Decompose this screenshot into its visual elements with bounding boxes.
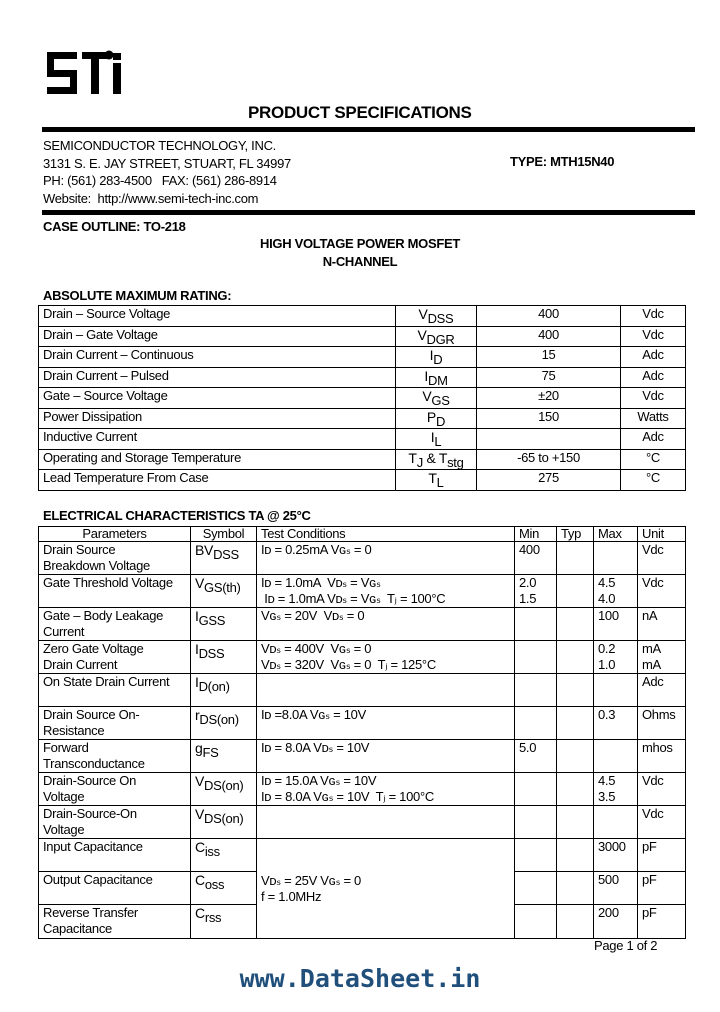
line: Iᴅ = 8.0A Vɢₛ = 10V Tⱼ = 100°C [261,789,434,804]
line: Ohms [642,707,676,722]
line: nA [642,608,658,623]
line: Voltage [43,789,85,804]
line: f = 1.0MHᴢ [261,888,322,904]
symbol-cell [191,872,257,905]
conditions-cell [257,542,515,575]
symbol-cell [396,326,477,347]
value-cell: -65 to +150 [477,449,621,470]
column-header: Min [515,527,557,542]
table-row [39,388,686,409]
table-row [39,449,686,470]
symbol-subscript: J [416,454,423,470]
typ-cell [557,839,594,872]
symbol: V [195,806,205,822]
table-row [39,326,686,347]
symbol: V [195,575,205,591]
typ-cell [557,905,594,939]
max-cell [594,839,638,872]
symbol-cell [396,408,477,429]
conditions-cell [257,641,515,674]
max-cell [594,773,638,806]
symbol-cell [396,388,477,409]
sti-logo [47,47,127,99]
symbol: C [195,872,205,888]
symbol: P [426,408,436,425]
param-cell [39,872,191,905]
param-cell: Drain – Gate Voltage [39,326,396,347]
symbol: T [428,470,437,486]
param-cell [39,608,191,641]
line: Gate Threshold Voltage [43,575,173,590]
line: Iᴅ = 8.0A Vᴅₛ = 10V [261,740,370,755]
line: Reverse Transfer [43,905,138,920]
line: Vdc [642,773,664,788]
line: Voltage [43,822,85,837]
line: 2.0 [519,575,537,590]
unit-cell [638,707,686,740]
line: Current [43,624,85,639]
min-cell [515,839,557,872]
symbol-subscript: oss [204,877,225,892]
min-cell [515,905,557,939]
line: Vᴅₛ = 400V Vɢₛ = 0 [261,641,372,656]
company-phone: PH: (561) 283-4500 FAX: (561) 286-8914 [43,173,277,188]
divider [42,210,695,215]
conditions-cell [257,608,515,641]
company-info [43,137,291,207]
param-cell [39,707,191,740]
min-cell [515,674,557,707]
param-cell [39,806,191,839]
symbol: I [430,429,435,445]
symbol: BV [195,542,214,558]
header-row [39,527,686,542]
line: 5.0 [519,740,537,755]
symbol-subscript: DSS [198,646,225,661]
symbol: I [195,608,199,624]
page-number: Page 1 of 2 [594,938,658,953]
symbol-cell [191,740,257,773]
unit-cell [638,542,686,575]
line: 1.5 [519,591,537,606]
line: 4.5 [598,575,616,590]
symbol-subscript: DGR [426,331,455,347]
column-header: Symbol [191,527,257,542]
param-cell [39,839,191,872]
line: Gate – Body Leakage [43,608,164,623]
line: Adc [642,674,664,689]
conditions-cell [257,839,515,939]
symbol-cell [191,641,257,674]
param-cell [39,542,191,575]
table-row [39,773,686,806]
min-cell [515,575,557,608]
table-row [39,470,686,491]
unit-cell [638,740,686,773]
min-cell [515,707,557,740]
unit-cell: Vdc [621,306,686,327]
symbol-subscript: DM [427,372,448,388]
line: 0.2 [598,641,616,656]
symbol: g [195,740,203,756]
param-cell: Lead Temperature From Case [39,470,396,491]
min-cell [515,608,557,641]
watermark-link[interactable]: www.DataSheet.in [239,964,481,993]
max-cell [594,872,638,905]
unit-cell [638,905,686,939]
line: 0.3 [598,707,616,722]
value-cell: 150 [477,408,621,429]
conditions-cell [257,707,515,740]
param-cell: Drain Current – Pulsed [39,367,396,388]
typ-cell [557,740,594,773]
symbol-cell [396,449,477,470]
line: Iᴅ = 1.0mA Vᴅₛ = Vɢₛ Tⱼ = 100°C [261,591,446,606]
table-row [39,429,686,450]
case-outline: CASE OUTLINE: TO-218 [43,219,186,234]
line: 1.0 [598,657,616,672]
line: Vdc [642,542,664,557]
page-title: PRODUCT SPECIFICATIONS [248,103,472,122]
symbol: V [195,773,205,789]
line: mA [642,657,661,672]
line: 3000 [598,839,626,854]
company-website: Website: http://www.semi-tech-inc.com [43,190,259,206]
symbol-cell [191,707,257,740]
line: pF [642,872,657,887]
abs-max-heading: ABSOLUTE MAXIMUM RATING: [43,288,232,303]
min-cell [515,740,557,773]
unit-cell [638,839,686,872]
symbol-cell [396,470,477,491]
line: On State Drain Current [43,674,170,689]
unit-cell: Vdc [621,388,686,409]
symbol: C [195,839,205,855]
device-type: TYPE: MTH15N40 [510,154,615,169]
line: Vᴅₛ = 25V Vɢₛ = 0 [261,872,361,888]
line: mhos [642,740,673,755]
symbol-subscript: DSS [213,547,239,562]
symbol-subscript: L [436,475,444,490]
param-cell: Operating and Storage Temperature [39,449,396,470]
unit-cell [638,806,686,839]
table-row [39,641,686,674]
table-row [39,367,686,388]
typ-cell [557,773,594,806]
unit-cell: Watts [621,408,686,429]
param-cell: Drain – Source Voltage [39,306,396,327]
line: Drain-Source On [43,773,137,788]
conditions-cell [257,740,515,773]
conditions-cell [257,806,515,839]
symbol: r [195,707,200,723]
line: Drain Source On- [43,707,140,722]
max-cell [594,806,638,839]
value-cell: 400 [477,306,621,327]
divider [42,127,695,132]
line: 200 [598,905,619,920]
max-cell [594,905,638,939]
symbol-subscript: D [433,352,443,367]
value-cell: 75 [477,367,621,388]
column-header: Typ [557,527,594,542]
symbol: I [429,347,434,363]
param-cell [39,674,191,707]
unit-cell [638,674,686,707]
symbol-cell [191,575,257,608]
symbol-subscript: DSS [427,311,454,326]
line: 500 [598,872,619,887]
line: Capacitance [43,921,112,936]
unit-cell: Vdc [621,326,686,347]
device-title: HIGH VOLTAGE POWER MOSFET [259,236,461,251]
device-subtitle: N-CHANNEL [322,254,398,269]
symbol: V [418,306,428,322]
max-cell [594,542,638,575]
line: Vᴅₛ = 320V Vɢₛ = 0 Tⱼ = 125°C [261,657,436,672]
table-row [39,306,686,327]
line: 3.5 [598,789,616,804]
symbol-cell [191,839,257,872]
max-cell [594,707,638,740]
table-row [39,674,686,707]
symbol-cell [191,806,257,839]
max-cell [594,608,638,641]
max-cell [594,740,638,773]
symbol-cell [396,367,477,388]
symbol-cell [191,773,257,806]
line: Drain Current [43,657,118,672]
symbol: I [195,674,199,690]
unit-cell: Adc [621,367,686,388]
typ-cell [557,674,594,707]
line: Breakdown Voltage [43,558,150,573]
symbol: I [195,641,199,657]
company-name: SEMICONDUCTOR TECHNOLOGY, INC. [43,138,276,153]
table-row [39,707,686,740]
symbol: C [195,905,205,921]
typ-cell [557,872,594,905]
column-header: Parameters [39,527,191,542]
symbol: I [424,367,428,384]
unit-cell: Adc [621,347,686,368]
symbol-subscript: L [434,434,442,449]
column-header: Unit [638,527,686,542]
line: Drain-Source-On [43,806,137,821]
symbol-subscript: DS(on) [204,811,244,826]
max-cell [594,641,638,674]
elec-heading: ELECTRICAL CHARACTERISTICS TA @ 25°C [43,508,311,523]
line: Iᴅ = 0.25mA Vɢₛ = 0 [261,542,372,557]
line: Iᴅ = 15.0A Vɢₛ = 10V [261,773,377,788]
symbol-cell [396,429,477,450]
symbol-cell [191,542,257,575]
elec-table [38,526,686,939]
min-cell [515,542,557,575]
unit-cell: °C [621,449,686,470]
param-cell: Power Dissipation [39,408,396,429]
unit-cell [638,773,686,806]
line: Resistance [43,723,105,738]
param-cell [39,575,191,608]
unit-cell [638,641,686,674]
conditions-cell [257,674,515,707]
symbol-cell [191,905,257,939]
symbol-cell [396,347,477,368]
symbol-cell [191,674,257,707]
line: 4.5 [598,773,616,788]
line: Iᴅ =8.0A Vɢₛ = 10V [261,707,366,722]
table-row [39,740,686,773]
symbol-cell [396,306,477,327]
param-cell [39,641,191,674]
line: Iᴅ = 1.0mA Vᴅₛ = Vɢₛ [261,575,381,590]
param-cell: Inductive Current [39,429,396,450]
unit-cell [638,872,686,905]
conditions-cell [257,575,515,608]
table-row [39,575,686,608]
line: 100 [598,608,619,623]
unit-cell [638,575,686,608]
typ-cell [557,575,594,608]
table-row [39,806,686,839]
line: 4.0 [598,591,616,606]
min-cell [515,872,557,905]
typ-cell [557,641,594,674]
table-row [39,839,686,872]
symbol-cell [191,608,257,641]
param-cell [39,773,191,806]
symbol-subscript: rss [204,910,222,925]
unit-cell: °C [621,470,686,491]
symbol-subscript: FS [202,745,219,760]
param-cell: Gate – Source Voltage [39,388,396,409]
column-header: Max [594,527,638,542]
line: Vɢₛ = 20V Vᴅₛ = 0 [261,608,365,623]
max-cell [594,674,638,707]
line: 400 [519,542,540,557]
conditions-cell [257,773,515,806]
symbol-subscript: D [435,413,446,429]
unit-cell [638,608,686,641]
symbol: V [417,326,427,343]
table-row [39,608,686,641]
symbol-subscript: stg [447,454,464,470]
value-cell [477,429,621,450]
table-row [39,408,686,429]
line: Input Capacitance [43,839,143,854]
min-cell [515,806,557,839]
symbol-subscript: DS(on) [199,712,239,727]
symbol-subscript: iss [204,844,220,859]
line: Vdc [642,806,664,821]
symbol: T [408,449,417,466]
min-cell [515,641,557,674]
abs-max-table [38,305,686,491]
typ-cell [557,542,594,575]
symbol: & T [422,449,448,466]
symbol-subscript: GSS [198,613,226,628]
param-cell: Drain Current – Continuous [39,347,396,368]
value-cell: ±20 [477,388,621,409]
min-cell [515,773,557,806]
value-cell: 275 [477,470,621,491]
value-cell: 15 [477,347,621,368]
symbol-subscript: GS [431,393,450,408]
param-cell [39,905,191,939]
param-cell [39,740,191,773]
company-address: 3131 S. E. JAY STREET, STUART, FL 34997 [43,155,291,171]
line: mA [642,641,661,656]
typ-cell [557,806,594,839]
symbol-subscript: GS(th) [204,580,241,595]
unit-cell: Adc [621,429,686,450]
max-cell [594,575,638,608]
line: Output Capacitance [43,872,153,887]
column-header: Test Conditions [257,527,515,542]
line: Zero Gate Voltage [43,641,144,656]
line: pF [642,839,657,854]
value-cell: 400 [477,326,621,347]
typ-cell [557,707,594,740]
line: pF [642,905,657,920]
table-row [39,542,686,575]
line: Drain Source [43,542,116,557]
typ-cell [557,608,594,641]
line: Vdc [642,575,664,590]
symbol-subscript: D(on) [198,679,230,694]
line: Transconductance [43,756,145,771]
line: Forward [43,740,89,755]
symbol: V [422,388,432,404]
table-row [39,347,686,368]
symbol-subscript: DS(on) [204,778,244,793]
